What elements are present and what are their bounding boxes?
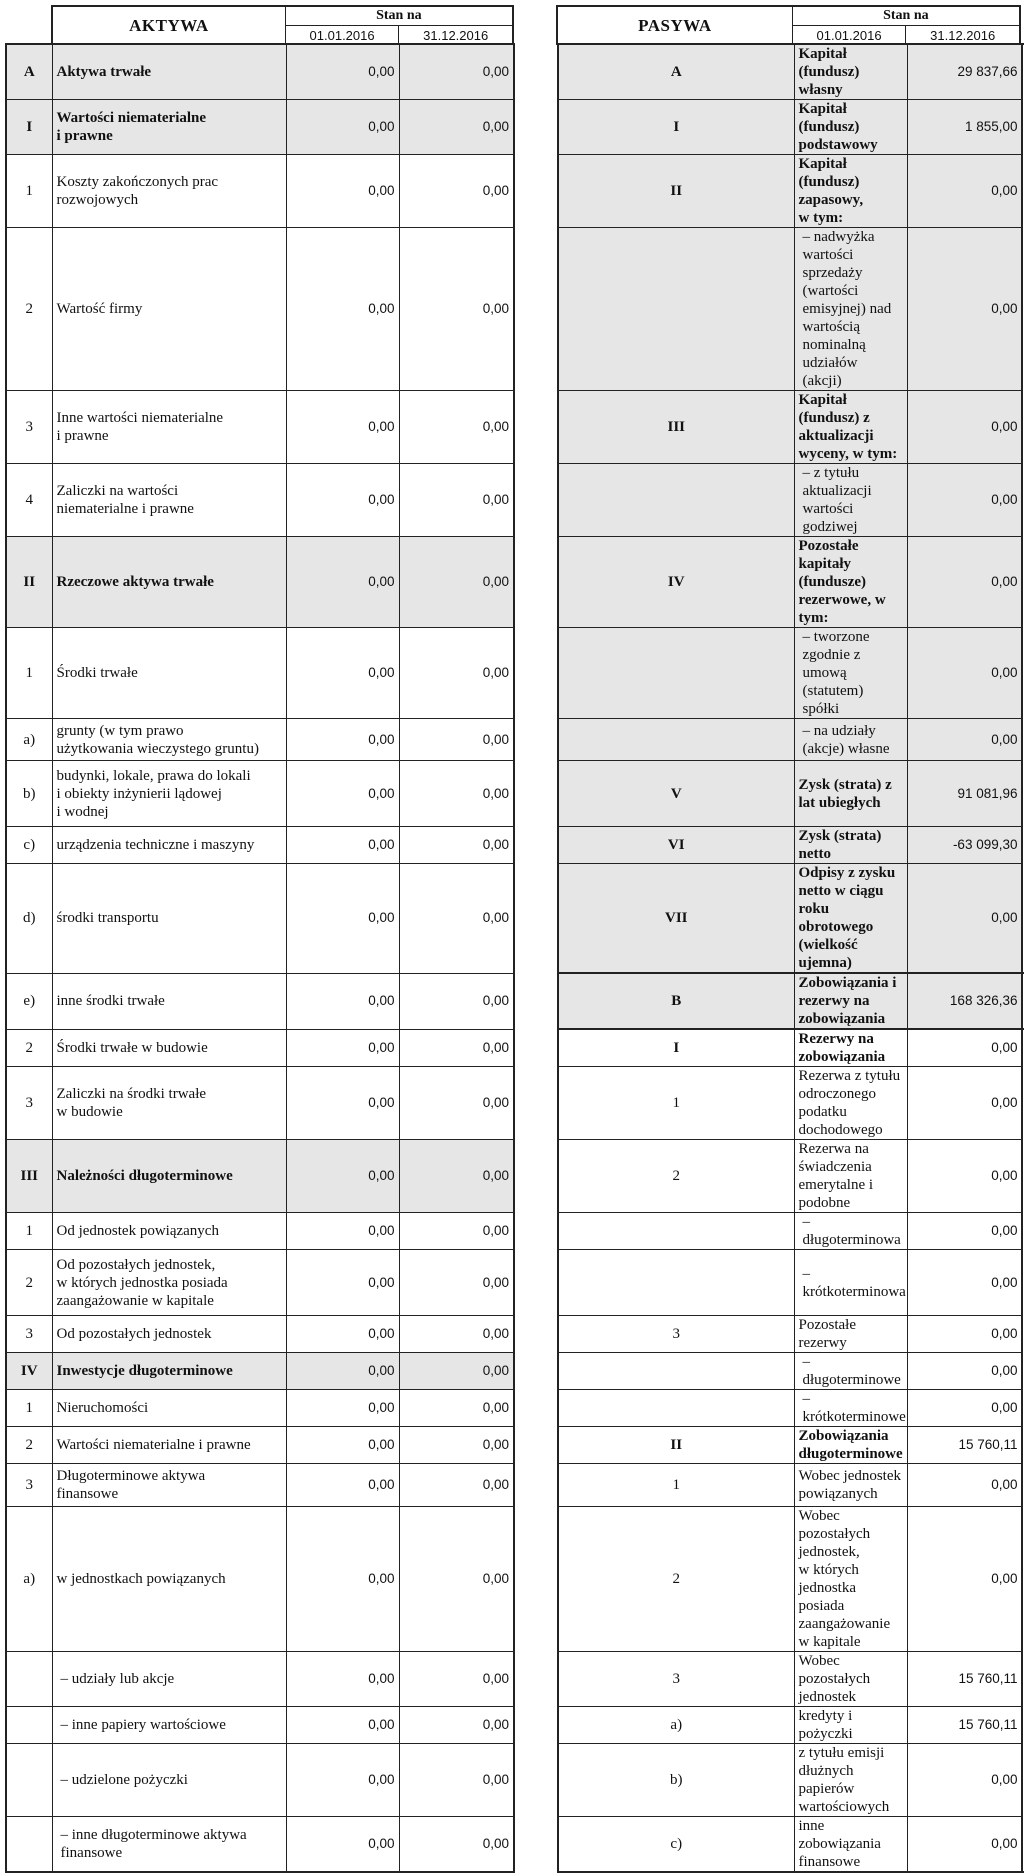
pasywa-value-2016-01-01: 0,00	[907, 864, 1022, 974]
pasywa-row-name: Pozostałe rezerwy	[794, 1316, 907, 1353]
pasywa-value-2016-01-01: 0,00	[907, 464, 1022, 537]
aktywa-value-2016-01-01: 0,00	[286, 1213, 399, 1250]
aktywa-value-2016-12-31: 0,00	[399, 827, 514, 864]
pasywa-value-2016-01-01: 0,00	[907, 391, 1022, 464]
table-row	[6, 1316, 1022, 1353]
column-gap	[514, 1507, 558, 1652]
pasywa-row-name: Zobowiązania i rezerwy na zobowiązania	[794, 973, 907, 1029]
aktywa-row-name: Inne wartości niematerialne i prawne	[52, 391, 286, 464]
aktywa-value-2016-01-01: 0,00	[286, 1744, 399, 1817]
table-row	[6, 1652, 1022, 1707]
aktywa-value-2016-12-31: 0,00	[399, 628, 514, 719]
table-row	[6, 1427, 1022, 1464]
pasywa-row-label	[558, 1250, 794, 1316]
pasywa-row-label: 3	[558, 1316, 794, 1353]
aktywa-row-label	[6, 1652, 52, 1707]
pasywa-row-name: – tworzone zgodnie z umową (statutem) spółki	[794, 628, 907, 719]
aktywa-row-label: b)	[6, 761, 52, 827]
aktywa-value-2016-12-31: 0,00	[399, 1464, 514, 1507]
table-row	[6, 391, 1022, 464]
pasywa-value-2016-01-01: 0,00	[907, 1464, 1022, 1507]
pasywa-value-2016-01-01: 0,00	[907, 1250, 1022, 1316]
aktywa-row-label: a)	[6, 719, 52, 761]
aktywa-row-name: Zaliczki na wartości niematerialne i prawne	[52, 464, 286, 537]
pasywa-row-label: 3	[558, 1652, 794, 1707]
pasywa-row-label: A	[558, 44, 794, 100]
pasywa-row-name: – krótkoterminowa	[794, 1250, 907, 1316]
pasywa-row-label: a)	[558, 1707, 794, 1744]
table-row	[6, 1067, 1022, 1140]
aktywa-value-2016-01-01: 0,00	[286, 228, 399, 391]
pasywa-row-label: I	[558, 100, 794, 155]
aktywa-value-2016-01-01: 0,00	[286, 1140, 399, 1213]
aktywa-row-label	[6, 1744, 52, 1817]
pasywa-value-2016-01-01: 168 326,36	[907, 973, 1022, 1029]
table-row	[6, 155, 1022, 228]
column-gap	[514, 537, 558, 628]
table-row	[6, 1507, 1022, 1652]
table-row	[6, 628, 1022, 719]
pasywa-row-label	[558, 719, 794, 761]
aktywa-row-name: Aktywa trwałe	[52, 44, 286, 100]
column-gap	[514, 464, 558, 537]
aktywa-value-2016-12-31: 0,00	[399, 1652, 514, 1707]
aktywa-row-label: A	[6, 44, 52, 100]
aktywa-value-2016-01-01: 0,00	[286, 100, 399, 155]
column-gap	[514, 1817, 558, 1873]
aktywa-value-2016-01-01: 0,00	[286, 1316, 399, 1353]
column-gap	[514, 1250, 558, 1316]
aktywa-stan-na: Stan na	[285, 6, 513, 26]
pasywa-row-name: inne zobowiązania finansowe	[794, 1817, 907, 1873]
aktywa-value-2016-01-01: 0,00	[286, 1067, 399, 1140]
table-row	[6, 1707, 1022, 1744]
pasywa-row-name: Rezerwy na zobowiązania	[794, 1029, 907, 1067]
aktywa-date1: 01.01.2016	[285, 26, 399, 45]
pasywa-stan-na: Stan na	[792, 6, 1020, 26]
pasywa-row-label: III	[558, 391, 794, 464]
aktywa-value-2016-12-31: 0,00	[399, 464, 514, 537]
pasywa-value-2016-01-01: 0,00	[907, 1817, 1022, 1873]
pasywa-row-name: – długoterminowe	[794, 1353, 907, 1390]
aktywa-value-2016-01-01: 0,00	[286, 719, 399, 761]
pasywa-date2: 31.12.2016	[906, 26, 1020, 45]
aktywa-value-2016-12-31: 0,00	[399, 100, 514, 155]
aktywa-value-2016-01-01: 0,00	[286, 1507, 399, 1652]
aktywa-row-name: Zaliczki na środki trwałe w budowie	[52, 1067, 286, 1140]
pasywa-row-label: II	[558, 1427, 794, 1464]
aktywa-value-2016-12-31: 0,00	[399, 1427, 514, 1464]
pasywa-row-name: Odpisy z zysku netto w ciągu roku obrotowego (wielkość ujemna)	[794, 864, 907, 974]
aktywa-row-label: II	[6, 537, 52, 628]
aktywa-value-2016-12-31: 0,00	[399, 228, 514, 391]
pasywa-row-name: Pozostałe kapitały (fundusze) rezerwowe, w tym:	[794, 537, 907, 628]
pasywa-value-2016-01-01: 0,00	[907, 1316, 1022, 1353]
pasywa-value-2016-01-01: 29 837,66	[907, 44, 1022, 100]
aktywa-value-2016-01-01: 0,00	[286, 1652, 399, 1707]
pasywa-row-label	[558, 1213, 794, 1250]
column-gap	[514, 1213, 558, 1250]
aktywa-value-2016-01-01: 0,00	[286, 1029, 399, 1067]
aktywa-value-2016-01-01: 0,00	[286, 864, 399, 974]
column-gap	[514, 827, 558, 864]
column-gap	[514, 100, 558, 155]
pasywa-row-label: VII	[558, 864, 794, 974]
table-row	[6, 1744, 1022, 1817]
aktywa-row-name: – inne papiery wartościowe	[52, 1707, 286, 1744]
column-gap	[514, 44, 558, 100]
pasywa-row-label: 2	[558, 1140, 794, 1213]
pasywa-value-2016-01-01: 0,00	[907, 628, 1022, 719]
aktywa-row-name: Wartości niematerialne i prawne	[52, 1427, 286, 1464]
aktywa-row-label: 1	[6, 1213, 52, 1250]
aktywa-header	[51, 5, 514, 45]
table-row	[6, 827, 1022, 864]
aktywa-row-label: 3	[6, 1316, 52, 1353]
aktywa-row-label: 2	[6, 1029, 52, 1067]
pasywa-value-2016-01-01: -63 099,30	[907, 827, 1022, 864]
column-gap	[514, 1140, 558, 1213]
aktywa-row-label: III	[6, 1140, 52, 1213]
column-gap	[514, 1464, 558, 1507]
pasywa-row-name: Zysk (strata) z lat ubiegłych	[794, 761, 907, 827]
aktywa-row-label: 3	[6, 1464, 52, 1507]
aktywa-row-name: Środki trwałe	[52, 628, 286, 719]
column-gap	[514, 1353, 558, 1390]
pasywa-row-name: Rezerwa z tytułu odroczonego podatku dochodowego	[794, 1067, 907, 1140]
aktywa-row-name: grunty (w tym prawo użytkowania wieczystego gruntu)	[52, 719, 286, 761]
aktywa-row-name: Od pozostałych jednostek	[52, 1316, 286, 1353]
pasywa-value-2016-01-01: 0,00	[907, 1067, 1022, 1140]
column-gap	[514, 1067, 558, 1140]
aktywa-value-2016-01-01: 0,00	[286, 628, 399, 719]
aktywa-value-2016-12-31: 0,00	[399, 391, 514, 464]
pasywa-value-2016-01-01: 0,00	[907, 1507, 1022, 1652]
pasywa-value-2016-01-01: 0,00	[907, 155, 1022, 228]
column-gap	[514, 155, 558, 228]
aktywa-row-label: a)	[6, 1507, 52, 1652]
aktywa-row-name: – udziały lub akcje	[52, 1652, 286, 1707]
aktywa-value-2016-01-01: 0,00	[286, 973, 399, 1029]
pasywa-row-name: – długoterminowa	[794, 1213, 907, 1250]
pasywa-value-2016-01-01: 0,00	[907, 1744, 1022, 1817]
aktywa-value-2016-12-31: 0,00	[399, 1817, 514, 1873]
aktywa-row-name: inne środki trwałe	[52, 973, 286, 1029]
pasywa-value-2016-01-01: 15 760,11	[907, 1707, 1022, 1744]
aktywa-row-name: Koszty zakończonych prac rozwojowych	[52, 155, 286, 228]
pasywa-row-name: Wobec pozostałych jednostek	[794, 1652, 907, 1707]
pasywa-row-label	[558, 1353, 794, 1390]
pasywa-value-2016-01-01: 1 855,00	[907, 100, 1022, 155]
aktywa-row-name: urządzenia techniczne i maszyny	[52, 827, 286, 864]
aktywa-row-label: c)	[6, 827, 52, 864]
aktywa-value-2016-12-31: 0,00	[399, 1744, 514, 1817]
column-gap	[514, 719, 558, 761]
aktywa-value-2016-01-01: 0,00	[286, 1464, 399, 1507]
aktywa-row-name: Od pozostałych jednostek, w których jednostka posiada zaangażowanie w kapitale	[52, 1250, 286, 1316]
aktywa-row-name: Należności długoterminowe	[52, 1140, 286, 1213]
aktywa-value-2016-01-01: 0,00	[286, 1427, 399, 1464]
column-gap	[514, 1652, 558, 1707]
table-row	[6, 719, 1022, 761]
pasywa-row-label	[558, 228, 794, 391]
pasywa-value-2016-01-01: 0,00	[907, 1140, 1022, 1213]
table-row	[6, 1140, 1022, 1213]
aktywa-row-name: Wartość firmy	[52, 228, 286, 391]
table-row	[6, 228, 1022, 391]
aktywa-row-label: 4	[6, 464, 52, 537]
aktywa-row-name: Nieruchomości	[52, 1390, 286, 1427]
aktywa-value-2016-01-01: 0,00	[286, 464, 399, 537]
aktywa-row-label: 1	[6, 628, 52, 719]
pasywa-row-name: Kapitał (fundusz) z aktualizacji wyceny, w tym:	[794, 391, 907, 464]
aktywa-value-2016-12-31: 0,00	[399, 44, 514, 100]
table-row	[6, 1213, 1022, 1250]
pasywa-row-label: IV	[558, 537, 794, 628]
column-gap	[514, 628, 558, 719]
aktywa-row-label: 2	[6, 1427, 52, 1464]
aktywa-row-name: – inne długoterminowe aktywa finansowe	[52, 1817, 286, 1873]
pasywa-row-label: II	[558, 155, 794, 228]
pasywa-value-2016-01-01: 0,00	[907, 1213, 1022, 1250]
pasywa-row-name: Rezerwa na świadczenia emerytalne i podobne	[794, 1140, 907, 1213]
aktywa-row-label: d)	[6, 864, 52, 974]
aktywa-value-2016-12-31: 0,00	[399, 1316, 514, 1353]
column-gap	[514, 391, 558, 464]
pasywa-row-label: B	[558, 973, 794, 1029]
pasywa-value-2016-01-01: 0,00	[907, 537, 1022, 628]
column-gap	[514, 1029, 558, 1067]
pasywa-row-name: – z tytułu aktualizacji wartości godziwej	[794, 464, 907, 537]
aktywa-row-name: w jednostkach powiązanych	[52, 1507, 286, 1652]
aktywa-row-name: Środki trwałe w budowie	[52, 1029, 286, 1067]
aktywa-value-2016-01-01: 0,00	[286, 537, 399, 628]
aktywa-value-2016-12-31: 0,00	[399, 1707, 514, 1744]
aktywa-row-name: Wartości niematerialne i prawne	[52, 100, 286, 155]
pasywa-value-2016-01-01: 0,00	[907, 719, 1022, 761]
aktywa-value-2016-01-01: 0,00	[286, 1250, 399, 1316]
aktywa-value-2016-12-31: 0,00	[399, 719, 514, 761]
table-row	[6, 1353, 1022, 1390]
aktywa-value-2016-12-31: 0,00	[399, 973, 514, 1029]
table-row	[6, 1817, 1022, 1873]
table-row	[6, 1029, 1022, 1067]
aktywa-value-2016-12-31: 0,00	[399, 1250, 514, 1316]
pasywa-value-2016-01-01: 0,00	[907, 1029, 1022, 1067]
aktywa-value-2016-12-31: 0,00	[399, 1353, 514, 1390]
balance-sheet-table	[5, 43, 1023, 1873]
pasywa-row-name: kredyty i pożyczki	[794, 1707, 907, 1744]
column-gap	[514, 1390, 558, 1427]
aktywa-date2: 31.12.2016	[399, 26, 513, 45]
pasywa-row-name: Zysk (strata) netto	[794, 827, 907, 864]
aktywa-row-label: 3	[6, 391, 52, 464]
table-row	[6, 464, 1022, 537]
table-row	[6, 864, 1022, 974]
pasywa-row-label	[558, 628, 794, 719]
aktywa-row-name: budynki, lokale, prawa do lokali i obiekty inżynierii lądowej i wodnej	[52, 761, 286, 827]
aktywa-row-label: 2	[6, 228, 52, 391]
pasywa-row-label: c)	[558, 1817, 794, 1873]
aktywa-value-2016-12-31: 0,00	[399, 1067, 514, 1140]
table-row	[6, 973, 1022, 1029]
aktywa-value-2016-12-31: 0,00	[399, 1029, 514, 1067]
table-header	[0, 5, 1024, 43]
aktywa-value-2016-12-31: 0,00	[399, 1213, 514, 1250]
aktywa-row-label: 3	[6, 1067, 52, 1140]
pasywa-row-name: Wobec pozostałych jednostek, w których jednostka posiada zaangażowanie w kapitale	[794, 1507, 907, 1652]
pasywa-row-label	[558, 464, 794, 537]
pasywa-row-label: V	[558, 761, 794, 827]
aktywa-title: AKTYWA	[52, 6, 285, 45]
pasywa-row-name: Kapitał (fundusz) własny	[794, 44, 907, 100]
pasywa-row-name: Zobowiązania długoterminowe	[794, 1427, 907, 1464]
aktywa-value-2016-01-01: 0,00	[286, 155, 399, 228]
aktywa-row-label: 1	[6, 155, 52, 228]
aktywa-value-2016-01-01: 0,00	[286, 761, 399, 827]
column-gap	[514, 1316, 558, 1353]
pasywa-row-name: – nadwyżka wartości sprzedaży (wartości emisyjnej) nad wartością nominalną udziałów (akcji)	[794, 228, 907, 391]
pasywa-row-label: 1	[558, 1464, 794, 1507]
pasywa-value-2016-01-01: 0,00	[907, 1353, 1022, 1390]
pasywa-value-2016-01-01: 0,00	[907, 1390, 1022, 1427]
aktywa-row-name: Inwestycje długoterminowe	[52, 1353, 286, 1390]
aktywa-value-2016-12-31: 0,00	[399, 1390, 514, 1427]
aktywa-row-name: Od jednostek powiązanych	[52, 1213, 286, 1250]
table-row	[6, 100, 1022, 155]
pasywa-row-name: – krótkoterminowe	[794, 1390, 907, 1427]
pasywa-value-2016-01-01: 15 760,11	[907, 1652, 1022, 1707]
aktywa-row-label: I	[6, 100, 52, 155]
pasywa-row-name: – na udziały (akcje) własne	[794, 719, 907, 761]
pasywa-row-label: 2	[558, 1507, 794, 1652]
aktywa-value-2016-01-01: 0,00	[286, 1390, 399, 1427]
pasywa-row-label	[558, 1390, 794, 1427]
table-row	[6, 537, 1022, 628]
pasywa-row-label: VI	[558, 827, 794, 864]
aktywa-value-2016-01-01: 0,00	[286, 827, 399, 864]
pasywa-row-name: Kapitał (fundusz) zapasowy, w tym:	[794, 155, 907, 228]
pasywa-value-2016-01-01: 91 081,96	[907, 761, 1022, 827]
aktywa-row-label	[6, 1817, 52, 1873]
column-gap	[514, 1707, 558, 1744]
table-row	[6, 1390, 1022, 1427]
aktywa-value-2016-01-01: 0,00	[286, 1353, 399, 1390]
pasywa-value-2016-01-01: 15 760,11	[907, 1427, 1022, 1464]
column-gap	[514, 1744, 558, 1817]
pasywa-row-name: Kapitał (fundusz) podstawowy	[794, 100, 907, 155]
aktywa-value-2016-01-01: 0,00	[286, 1817, 399, 1873]
pasywa-row-name: z tytułu emisji dłużnych papierów wartościowych	[794, 1744, 907, 1817]
aktywa-value-2016-01-01: 0,00	[286, 44, 399, 100]
aktywa-value-2016-12-31: 0,00	[399, 761, 514, 827]
aktywa-value-2016-12-31: 0,00	[399, 864, 514, 974]
table-row	[6, 44, 1022, 100]
aktywa-row-name: Długoterminowe aktywa finansowe	[52, 1464, 286, 1507]
pasywa-row-label: 1	[558, 1067, 794, 1140]
aktywa-value-2016-01-01: 0,00	[286, 391, 399, 464]
pasywa-date1: 01.01.2016	[792, 26, 906, 45]
aktywa-row-label	[6, 1707, 52, 1744]
aktywa-value-2016-12-31: 0,00	[399, 155, 514, 228]
aktywa-value-2016-01-01: 0,00	[286, 1707, 399, 1744]
pasywa-header	[556, 5, 1021, 45]
table-row	[6, 1250, 1022, 1316]
column-gap	[514, 973, 558, 1029]
aktywa-row-label: IV	[6, 1353, 52, 1390]
aktywa-row-label: e)	[6, 973, 52, 1029]
aktywa-value-2016-12-31: 0,00	[399, 1507, 514, 1652]
aktywa-value-2016-12-31: 0,00	[399, 537, 514, 628]
table-row	[6, 1464, 1022, 1507]
pasywa-title: PASYWA	[557, 6, 792, 45]
aktywa-row-label: 1	[6, 1390, 52, 1427]
column-gap	[514, 864, 558, 974]
pasywa-row-label: b)	[558, 1744, 794, 1817]
pasywa-value-2016-01-01: 0,00	[907, 228, 1022, 391]
column-gap	[514, 761, 558, 827]
column-gap	[514, 228, 558, 391]
column-gap	[514, 1427, 558, 1464]
aktywa-row-name: – udzielone pożyczki	[52, 1744, 286, 1817]
aktywa-row-name: środki transportu	[52, 864, 286, 974]
aktywa-row-name: Rzeczowe aktywa trwałe	[52, 537, 286, 628]
pasywa-row-label: I	[558, 1029, 794, 1067]
table-row	[6, 761, 1022, 827]
aktywa-row-label: 2	[6, 1250, 52, 1316]
aktywa-value-2016-12-31: 0,00	[399, 1140, 514, 1213]
pasywa-row-name: Wobec jednostek powiązanych	[794, 1464, 907, 1507]
